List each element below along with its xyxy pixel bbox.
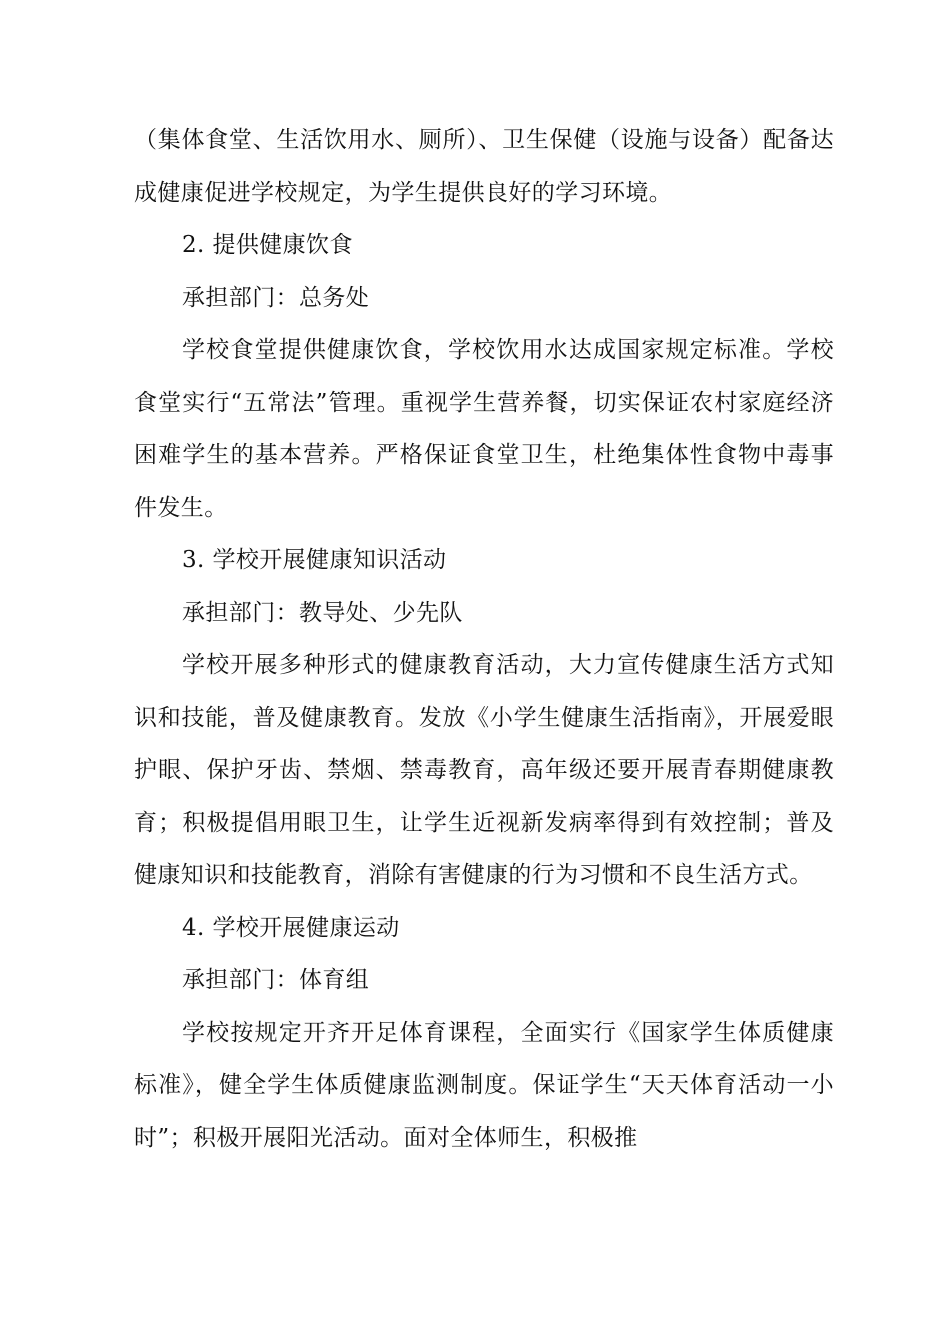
responsible-dept-4: 承担部门：体育组 [182, 967, 370, 993]
document-body [134, 114, 834, 1164]
paragraph-health-sports: 学校按规定开齐开足体育课程，全面实行《国家学生体质健康标准》，健全学生体质健康监测制度。保证学生“天天体育活动一小时”；积极开展阳光活动。面对全体师生，积极推 [134, 1019, 834, 1151]
responsible-dept-2: 承担部门：总务处 [182, 284, 370, 311]
section-heading-3: 3. 学校开展健康知识活动 [182, 547, 447, 573]
paragraph-healthy-diet: 学校食堂提供健康饮食，学校饮用水达成国家规定标准。学校食堂实行“五常法”管理。重视学生营养餐，切实保证农村家庭经济困难学生的基本营养。严格保证食堂卫生，杜绝集体性食物中毒事件发生。 [134, 337, 834, 521]
section-heading-2: 2. 提供健康饮食 [182, 232, 353, 258]
responsible-dept-3: 承担部门：教导处、少先队 [182, 599, 463, 626]
paragraph-health-knowledge: 学校开展多种形式的健康教育活动，大力宣传健康生活方式知识和技能，普及健康教育。发放《小学生健康生活指南》，开展爱眼护眼、保护牙齿、禁烟、禁毒教育，高年级还要开展青春期健康教育；积极提倡用眼卫生，让学生近视新发病率得到有效控制；普及健康知识和技能教育，消除有害健康的行为习惯和不良生活方式。 [134, 652, 834, 888]
paragraph-facilities: （集体食堂、生活饮用水、厕所）、卫生保健（设施与设备）配备达成健康促进学校规定，为学生提供良好的学习环境。 [134, 127, 834, 206]
section-heading-4: 4. 学校开展健康运动 [182, 914, 400, 941]
